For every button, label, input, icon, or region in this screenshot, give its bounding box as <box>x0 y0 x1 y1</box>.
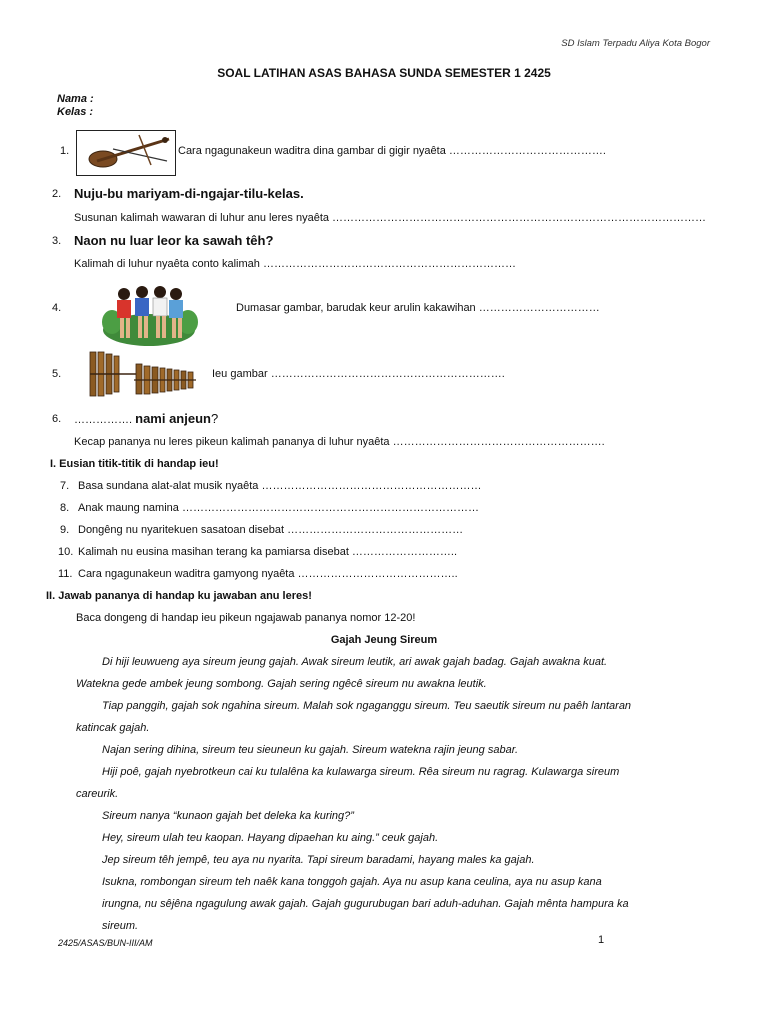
page-number: 1 <box>598 934 605 946</box>
story-line: Jep sireum têh jempê, teu aya nu nyarita. Tapi sireum baradami, hayang males ka gajah. <box>102 854 535 866</box>
q4-text: Dumasar gambar, barudak keur arulin kakawihan …………………………… <box>236 302 600 314</box>
q8-text: Anak maung namina ……………………………………………………………………… <box>78 502 479 514</box>
story-line: irungna, nu sêjêna ngagulung awak gajah. Gajah gugurubugan bari aduh-aduhan. Gajah mênta hampura ka <box>102 898 629 910</box>
q6-question-mark: ? <box>210 411 219 426</box>
q11-text: Cara ngagunakeun waditra gamyong nyaêta …………………………………….. <box>78 568 458 580</box>
story-line: Watekna gede ambek jeung sombong. Gajah sering ngêcê sireum nu awakna leutik. <box>76 678 487 690</box>
q6-number: 6. <box>52 413 62 425</box>
q6-sentence <box>74 411 218 426</box>
q6-text: Kecap pananya nu leres pikeun kalimah pananya di luhur nyaêta …………………………………………………. <box>74 436 605 448</box>
q5-text: Ieu gambar ………………………………………………………. <box>212 368 505 380</box>
q2-number: 2. <box>52 188 62 200</box>
q9-text: Dongêng nu nyaritekuen sasatoan disebat ………………………………………… <box>78 524 464 536</box>
q1-number: 1. <box>60 145 70 157</box>
nama-label: Nama : <box>57 93 94 105</box>
story-title: Gajah Jeung Sireum <box>330 634 438 646</box>
children-playing-image <box>100 280 198 350</box>
q2-sentence: Nuju-bu mariyam-di-ngajar-tilu-kelas. <box>74 186 304 201</box>
q7-text: Basa sundana alat-alat musik nyaêta …………………………………………………… <box>78 480 482 492</box>
q8-number: 8. <box>60 502 70 514</box>
calung-image <box>88 350 200 398</box>
q7-number: 7. <box>60 480 70 492</box>
story-line: katincak gajah. <box>76 722 150 734</box>
calung-icon <box>88 350 200 398</box>
q5-number: 5. <box>52 368 62 380</box>
q10-text: Kalimah nu eusina masihan terang ka pamiarsa disebat ……………………….. <box>78 546 458 558</box>
footer-code: 2425/ASAS/BUN-III/AM <box>58 938 153 948</box>
kelas-label: Kelas : <box>57 106 94 118</box>
q6-blank: ……………. <box>74 414 136 426</box>
q4-number: 4. <box>52 302 62 314</box>
q3-sentence: Naon nu luar leor ka sawah têh? <box>74 233 274 248</box>
story-line: Hey, sireum ulah teu kaopan. Hayang dipaehan ku aing.” ceuk gajah. <box>102 832 439 844</box>
story-line: Di hiji leuwueng aya sireum jeung gajah. Awak sireum leutik, ari awak gajah badag. Gajah awakna kuat. <box>102 656 608 668</box>
q9-number: 9. <box>60 524 70 536</box>
school-name: SD Islam Terpadu Aliya Kota Bogor <box>561 38 710 49</box>
children-playing-icon <box>100 280 198 350</box>
tarawangsa-icon <box>77 131 175 175</box>
story-line: Hiji poê, gajah nyebrotkeun cai ku tulalêna ka kulawarga sireum. Rêa sireum nu ragrag. Kulawarga sireum <box>102 766 620 778</box>
story-line: Sireum nanya “kunaon gajah bet deleka ka kuring?” <box>102 810 354 822</box>
q10-number: 10. <box>58 546 74 558</box>
page-title: SOAL LATIHAN ASAS BAHASA SUNDA SEMESTER 1 2425 <box>217 66 551 80</box>
q2-text: Susunan kalimah wawaran di luhur anu leres nyaêta ………………………………………………………………………………………… <box>74 212 707 224</box>
q6-sentence-text: nami anjeun <box>135 411 211 426</box>
story-line: sireum. <box>102 920 139 932</box>
q1-text: Cara ngagunakeun waditra dina gambar di gigir nyaêta ……………………………………. <box>178 145 606 157</box>
instrument-image-tarawangsa <box>76 130 176 176</box>
story-line: Isukna, rombongan sireum teh naêk kana tonggoh gajah. Aya nu asup kana ceulina, aya nu asup kana <box>102 876 602 888</box>
reading-instruction: Baca dongeng di handap ieu pikeun ngajawab pananya nomor 12-20! <box>76 612 416 624</box>
story-line: careurik. <box>76 788 119 800</box>
q3-text: Kalimah di luhur nyaêta conto kalimah …………………………………………………………… <box>74 258 516 270</box>
q3-number: 3. <box>52 235 62 247</box>
section-1-heading: I. Eusian titik-titik di handap ieu! <box>50 458 219 470</box>
section-2-heading: II. Jawab pananya di handap ku jawaban anu leres! <box>46 590 312 602</box>
story-line: Najan sering dihina, sireum teu sieuneun ku gajah. Sireum watekna rajin jeung sabar. <box>102 744 519 756</box>
q11-number: 11. <box>58 568 73 580</box>
story-line: Tiap panggih, gajah sok ngahina sireum. Malah sok ngaganggu sireum. Teu saeutik sireum nu paêh lantaran <box>102 700 632 712</box>
